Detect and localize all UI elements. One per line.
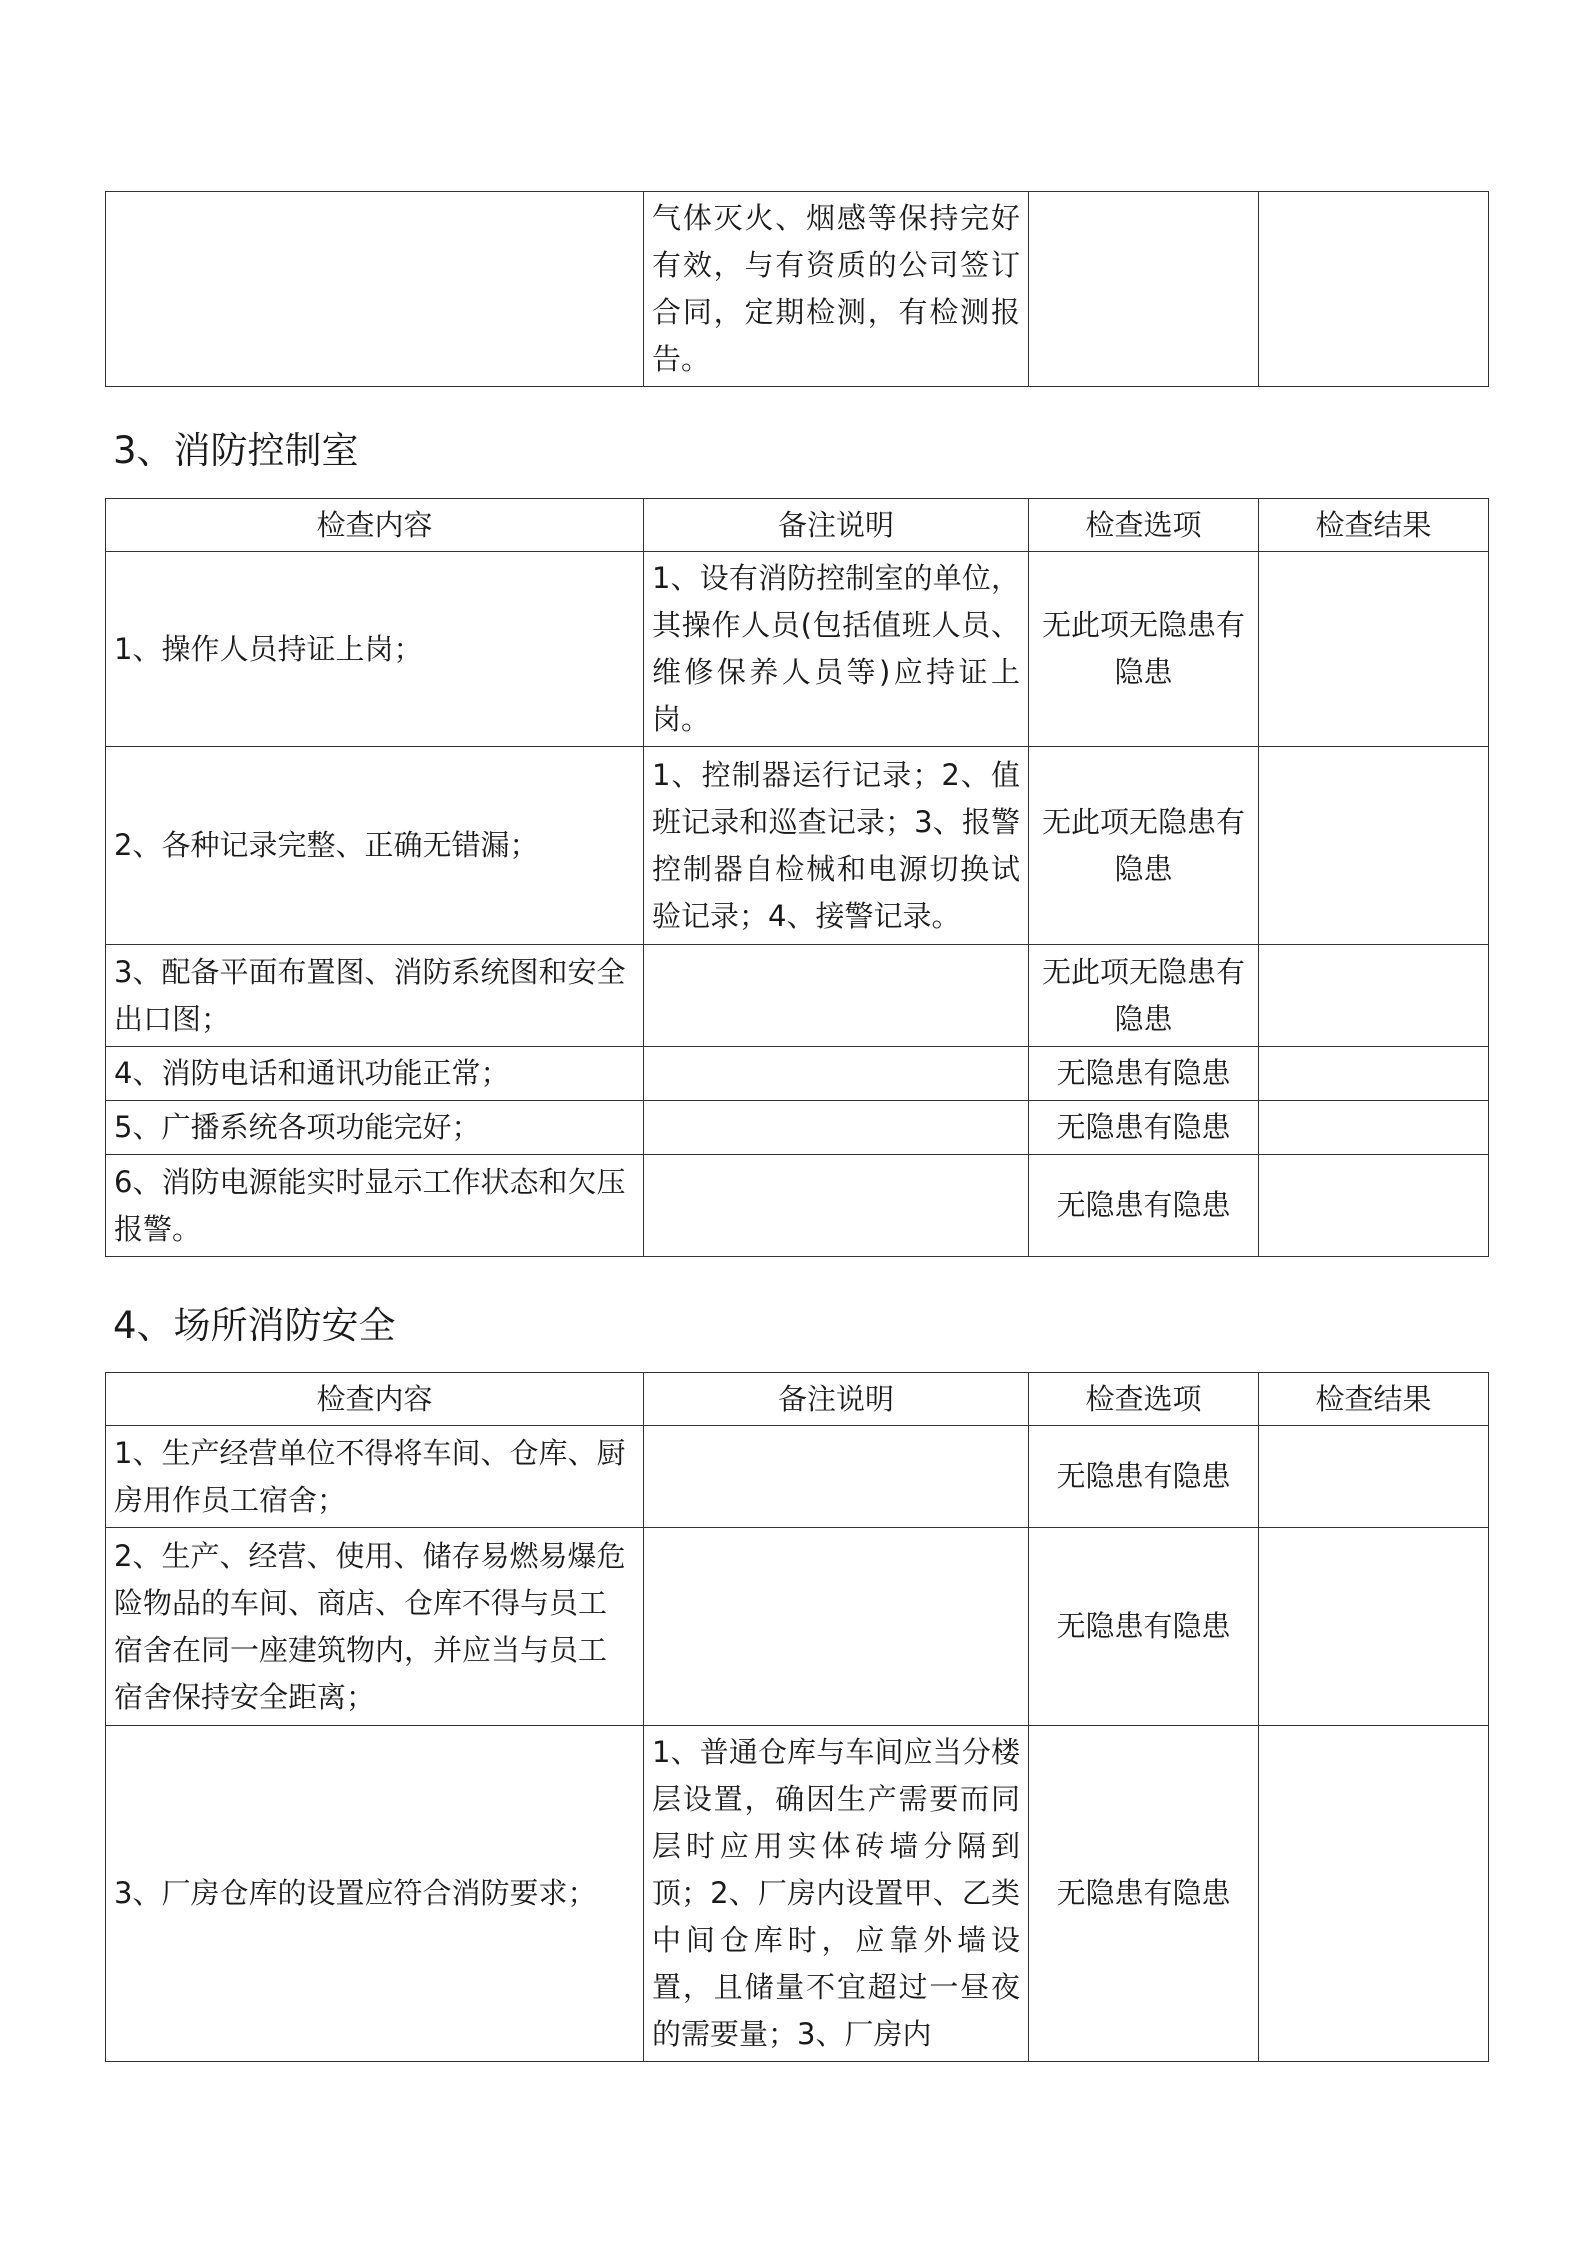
table-header-row	[106, 1373, 1489, 1426]
column-header: 检查内容	[106, 499, 644, 552]
section-heading: 4、场所消防安全	[113, 1304, 396, 1347]
note-cell	[644, 1426, 1029, 1528]
inspection-content-cell: 2、各种记录完整、正确无错漏；	[106, 747, 644, 945]
option-cell: 无此项无隐患有隐患	[1029, 552, 1259, 747]
note-cell: 1、普通仓库与车间应当分楼层设置，确因生产需要而同层时应用实体砖墙分隔到顶；2、厂房内设置甲、乙类中间仓库时，应靠外墙设置，且储量不宜超过一昼夜的需要量；3、厂房内	[644, 1726, 1029, 2062]
column-header: 检查选项	[1029, 499, 1259, 552]
inspection-content-cell: 1、操作人员持证上岗；	[106, 552, 644, 747]
column-header: 检查内容	[106, 1373, 644, 1426]
option-cell: 无隐患有隐患	[1029, 1726, 1259, 2062]
inspection-content-cell: 4、消防电话和通讯功能正常；	[106, 1047, 644, 1101]
table-row	[106, 747, 1489, 945]
table-row	[106, 1047, 1489, 1101]
inspection-content-cell: 5、广播系统各项功能完好；	[106, 1101, 644, 1155]
table-row	[106, 945, 1489, 1047]
option-cell: 无隐患有隐患	[1029, 1047, 1259, 1101]
note-cell	[644, 1101, 1029, 1155]
table-row	[106, 1155, 1489, 1257]
result-cell	[1259, 1155, 1489, 1257]
table-row	[106, 1101, 1489, 1155]
note-cell	[644, 1528, 1029, 1726]
option-cell: 无隐患有隐患	[1029, 1528, 1259, 1726]
note-cell	[644, 945, 1029, 1047]
note-cell: 1、控制器运行记录；2、值班记录和巡查记录；3、报警控制器自检械和电源切换试验记录；4、接警记录。	[644, 747, 1029, 945]
result-cell	[1259, 552, 1489, 747]
section-heading: 3、消防控制室	[113, 429, 359, 472]
table-header-row	[106, 499, 1489, 552]
option-cell: 无此项无隐患有隐患	[1029, 945, 1259, 1047]
table-row	[106, 192, 1489, 387]
note-cell: 气体灭火、烟感等保持完好有效，与有资质的公司签订合同，定期检测，有检测报告。	[644, 192, 1029, 387]
continued-inspection-table	[105, 191, 1489, 387]
option-cell: 无隐患有隐患	[1029, 1426, 1259, 1528]
result-cell	[1259, 192, 1489, 387]
result-cell	[1259, 1528, 1489, 1726]
result-cell	[1259, 945, 1489, 1047]
inspection-content-cell: 3、配备平面布置图、消防系统图和安全出口图；	[106, 945, 644, 1047]
note-cell: 1、设有消防控制室的单位，其操作人员(包括值班人员、维修保养人员等)应持证上岗。	[644, 552, 1029, 747]
column-header: 检查结果	[1259, 499, 1489, 552]
column-header: 备注说明	[644, 499, 1029, 552]
column-header: 检查选项	[1029, 1373, 1259, 1426]
option-cell: 无隐患有隐患	[1029, 1101, 1259, 1155]
note-cell	[644, 1155, 1029, 1257]
fire-control-room-table	[105, 498, 1489, 1257]
option-cell: 无此项无隐患有隐患	[1029, 747, 1259, 945]
table-row	[106, 1528, 1489, 1726]
result-cell	[1259, 1047, 1489, 1101]
table-row	[106, 1726, 1489, 2062]
inspection-content-cell	[106, 192, 644, 387]
result-cell	[1259, 1726, 1489, 2062]
option-cell	[1029, 192, 1259, 387]
inspection-content-cell: 6、消防电源能实时显示工作状态和欠压报警。	[106, 1155, 644, 1257]
venue-fire-safety-table	[105, 1372, 1489, 2062]
result-cell	[1259, 747, 1489, 945]
inspection-content-cell: 3、厂房仓库的设置应符合消防要求；	[106, 1726, 644, 2062]
note-cell	[644, 1047, 1029, 1101]
inspection-content-cell: 2、生产、经营、使用、储存易燃易爆危险物品的车间、商店、仓库不得与员工宿舍在同一座建筑物内，并应当与员工宿舍保持安全距离；	[106, 1528, 644, 1726]
inspection-content-cell: 1、生产经营单位不得将车间、仓库、厨房用作员工宿舍；	[106, 1426, 644, 1528]
table-row	[106, 1426, 1489, 1528]
result-cell	[1259, 1101, 1489, 1155]
result-cell	[1259, 1426, 1489, 1528]
table-row	[106, 552, 1489, 747]
column-header: 备注说明	[644, 1373, 1029, 1426]
column-header: 检查结果	[1259, 1373, 1489, 1426]
option-cell: 无隐患有隐患	[1029, 1155, 1259, 1257]
